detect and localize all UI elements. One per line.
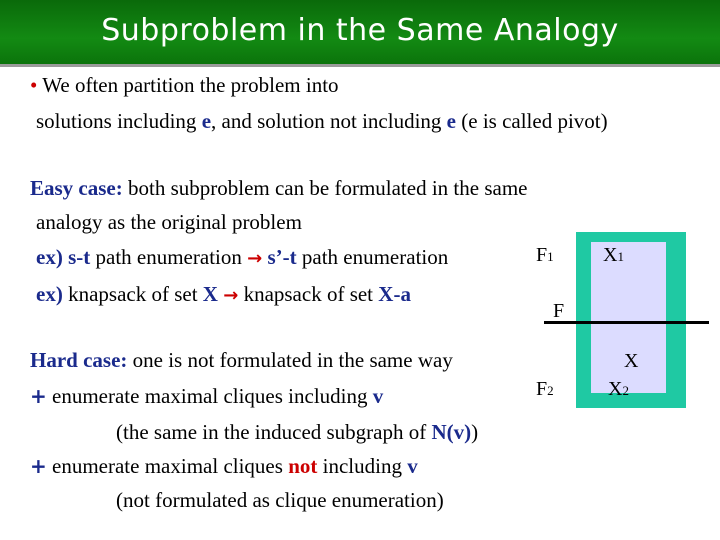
hard-item-1-text: enumerate maximal cliques including: [46, 384, 373, 408]
easy-line-1: [30, 176, 527, 201]
ex1-text: path enumeration: [90, 245, 248, 269]
hard-sub-text-a: (the same in the induced subgraph of: [116, 420, 432, 444]
ex-label: ex): [36, 245, 63, 269]
intro-text-1: We often partition the problem into: [42, 73, 339, 97]
hard-line-1: [30, 348, 453, 373]
ex2-text-2: knapsack of set: [238, 282, 379, 306]
ex2-text: knapsack of set: [62, 282, 203, 306]
plus-bullet: +: [30, 454, 47, 478]
set-x-minus-a: X-a: [378, 282, 411, 306]
intro-text-2a: solutions including: [36, 109, 202, 133]
hard-item-2-text-a: enumerate maximal cliques: [46, 454, 289, 478]
arrow-right-icon: →: [247, 248, 263, 269]
vertex-v: v: [407, 454, 418, 478]
hard-text-1: one is not formulated in the same way: [127, 348, 453, 372]
easy-line-2: analogy as the original problem: [36, 210, 302, 234]
easy-example-2: [36, 282, 411, 307]
hard-item-1: [30, 384, 383, 409]
vertex-v: v: [372, 384, 384, 408]
set-x: X: [202, 282, 218, 306]
easy-text-1: both subproblem can be formulated in the same: [122, 176, 528, 200]
hard-sub-text-b: ): [471, 420, 479, 444]
hard-item-1-sub: [116, 420, 478, 445]
slide-title: Subproblem in the Same Analogy: [101, 12, 619, 48]
partition-line: [544, 321, 709, 324]
label-f2: F2: [536, 378, 554, 400]
hard-heading: Hard case:: [30, 348, 128, 372]
bullet: •: [30, 73, 38, 97]
hard-item-2: [30, 454, 418, 479]
label-x: X: [624, 350, 639, 372]
ex1-text-end: path enumeration: [296, 245, 449, 269]
intro-line-2: [36, 109, 608, 134]
easy-heading: Easy case:: [30, 176, 123, 200]
title-rule: [0, 64, 720, 67]
hard-item-2-sub: (not formulated as clique enumeration): [116, 488, 444, 512]
pivot-e: e: [446, 109, 456, 133]
not-emphasis: not: [288, 454, 318, 478]
label-x2: X2: [608, 378, 629, 400]
label-f1: F1: [536, 244, 554, 266]
intro-line-1: [30, 73, 339, 98]
intro-text-2b: , and solution not including: [211, 109, 447, 133]
label-f: F: [553, 300, 565, 322]
st-prime-term: s’-t: [267, 245, 297, 269]
st-term: s-t: [68, 245, 91, 269]
label-x1: X1: [603, 244, 624, 266]
intro-text-2c: (e is called pivot): [456, 109, 608, 133]
ex-label: ex): [36, 282, 63, 306]
easy-example-1: [36, 245, 448, 270]
title-bar: [0, 0, 720, 64]
arrow-right-icon: →: [223, 285, 239, 306]
hard-item-2-text-b: including: [317, 454, 408, 478]
neighborhood-nv: N(v): [431, 420, 472, 444]
plus-bullet: +: [30, 384, 47, 408]
pivot-e: e: [201, 109, 212, 133]
